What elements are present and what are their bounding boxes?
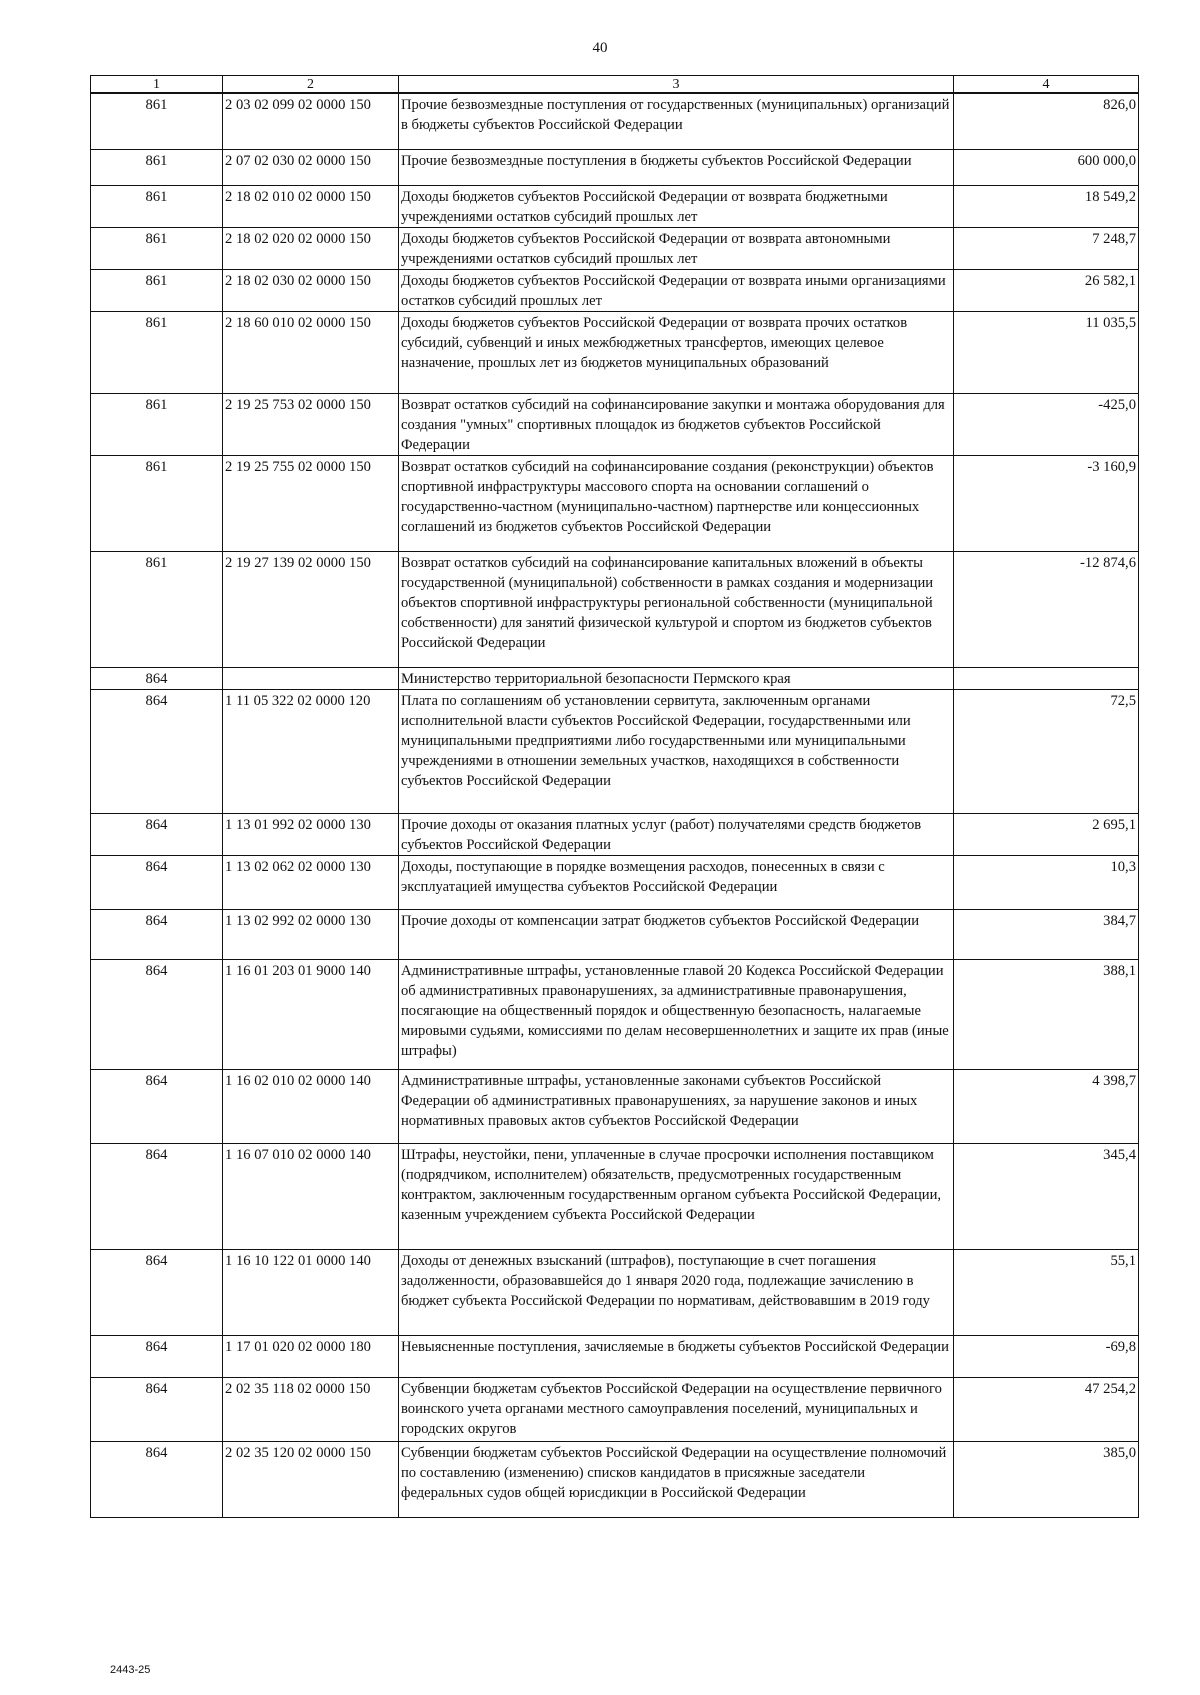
amount-cell: 55,1 [954,1249,1139,1335]
amount-cell: -12 874,6 [954,551,1139,667]
budget-code-cell: 2 18 02 010 02 0000 150 [223,185,399,227]
amount-cell: 345,4 [954,1143,1139,1249]
admin-code-cell: 864 [91,813,223,855]
amount-cell: -425,0 [954,393,1139,455]
amount-cell: 4 398,7 [954,1069,1139,1143]
revenue-name-cell: Доходы бюджетов субъектов Российской Федерации от возврата автономными учреждениями остатков субсидий прошлых лет [399,227,954,269]
admin-code-cell: 861 [91,455,223,551]
table-row [91,689,1139,813]
admin-code-cell: 864 [91,1441,223,1517]
admin-code-cell: 861 [91,551,223,667]
table-row [91,1377,1139,1441]
table-header-row [91,76,1139,94]
revenue-name-cell: Доходы, поступающие в порядке возмещения расходов, понесенных в связи с эксплуатацией имущества субъектов Российской Федерации [399,855,954,909]
admin-code-cell: 861 [91,393,223,455]
amount-cell: 600 000,0 [954,149,1139,185]
amount-cell: 2 695,1 [954,813,1139,855]
amount-cell [954,667,1139,689]
table-row [91,909,1139,959]
column-header-3: 3 [399,76,954,94]
revenue-name-cell: Доходы бюджетов субъектов Российской Федерации от возврата иными организациями остатков субсидий прошлых лет [399,269,954,311]
admin-code-cell: 864 [91,909,223,959]
admin-code-cell: 864 [91,1249,223,1335]
revenue-name-cell: Невыясненные поступления, зачисляемые в бюджеты субъектов Российской Федерации [399,1335,954,1377]
column-header-4: 4 [954,76,1139,94]
budget-code-cell: 2 18 02 030 02 0000 150 [223,269,399,311]
revenue-name-cell: Возврат остатков субсидий на софинансирование закупки и монтажа оборудования для создания "умных" спортивных площадок из бюджетов субъектов Российской Федерации [399,393,954,455]
budget-code-cell: 2 03 02 099 02 0000 150 [223,93,399,149]
revenue-name-cell: Штрафы, неустойки, пени, уплаченные в случае просрочки исполнения поставщиком (подрядчиком, исполнителем) обязательств, предусмотренных государственным контрактом, заключенным государственным органом субъекта Российской Федерации, казенным учреждением субъекта Российской Федерации [399,1143,954,1249]
admin-code-cell: 864 [91,959,223,1069]
revenue-name-cell: Прочие доходы от оказания платных услуг (работ) получателями средств бюджетов субъектов Российской Федерации [399,813,954,855]
table-row [91,1143,1139,1249]
revenue-name-cell: Доходы бюджетов субъектов Российской Федерации от возврата прочих остатков субсидий, субвенций и иных межбюджетных трансфертов, имеющих целевое назначение, прошлых лет из бюджетов муниципальных образований [399,311,954,393]
budget-revenue-table [90,75,1139,1518]
admin-code-cell: 864 [91,1143,223,1249]
amount-cell: 384,7 [954,909,1139,959]
table-row [91,185,1139,227]
table-row [91,813,1139,855]
revenue-name-cell: Субвенции бюджетам субъектов Российской Федерации на осуществление полномочий по составлению (изменению) списков кандидатов в присяжные заседатели федеральных судов общей юрисдикции в Российской Федерации [399,1441,954,1517]
admin-code-cell: 864 [91,1377,223,1441]
revenue-name-cell: Доходы бюджетов субъектов Российской Федерации от возврата бюджетными учреждениями остатков субсидий прошлых лет [399,185,954,227]
revenue-name-cell: Субвенции бюджетам субъектов Российской Федерации на осуществление первичного воинского учета органами местного самоуправления поселений, муниципальных и городских округов [399,1377,954,1441]
table-row [91,455,1139,551]
budget-code-cell: 1 13 02 062 02 0000 130 [223,855,399,909]
budget-code-cell: 2 19 25 755 02 0000 150 [223,455,399,551]
table-row [91,393,1139,455]
table-row [91,551,1139,667]
column-header-2: 2 [223,76,399,94]
table-row [91,1249,1139,1335]
amount-cell: 385,0 [954,1441,1139,1517]
amount-cell: 47 254,2 [954,1377,1139,1441]
admin-code-cell: 864 [91,1069,223,1143]
budget-code-cell: 1 16 07 010 02 0000 140 [223,1143,399,1249]
revenue-name-cell: Административные штрафы, установленные законами субъектов Российской Федерации об административных правонарушениях, за нарушение законов и иных нормативных правовых актов субъектов Российской Федерации [399,1069,954,1143]
amount-cell: -69,8 [954,1335,1139,1377]
budget-code-cell: 2 19 27 139 02 0000 150 [223,551,399,667]
table-row [91,1069,1139,1143]
revenue-name-cell: Прочие безвозмездные поступления от государственных (муниципальных) организаций в бюджеты субъектов Российской Федерации [399,93,954,149]
budget-code-cell [223,667,399,689]
table-row [91,1441,1139,1517]
table-row [91,149,1139,185]
table-row [91,93,1139,149]
admin-code-cell: 864 [91,689,223,813]
admin-code-cell: 864 [91,1335,223,1377]
amount-cell: 11 035,5 [954,311,1139,393]
budget-code-cell: 2 19 25 753 02 0000 150 [223,393,399,455]
document-code: 2443-25 [110,1664,151,1676]
admin-code-cell: 861 [91,269,223,311]
page-number: 40 [592,40,608,56]
admin-code-cell: 861 [91,185,223,227]
admin-code-cell: 861 [91,227,223,269]
amount-cell: 10,3 [954,855,1139,909]
budget-code-cell: 2 07 02 030 02 0000 150 [223,149,399,185]
revenue-name-cell: Возврат остатков субсидий на софинансирование создания (реконструкции) объектов спортивной инфраструктуры массового спорта на основании соглашений о государственно-частном (муниципально-частном) партнерстве или концессионных соглашений из бюджетов субъектов Российской Федерации [399,455,954,551]
budget-code-cell: 1 17 01 020 02 0000 180 [223,1335,399,1377]
revenue-name-cell: Административные штрафы, установленные главой 20 Кодекса Российской Федерации об административных правонарушениях, за административные правонарушения, посягающие на общественный порядок и общественную безопасность, налагаемые мировыми судьями, комиссиями по делам несовершеннолетних и защите их прав (иные штрафы) [399,959,954,1069]
table-row [91,1335,1139,1377]
budget-code-cell: 2 02 35 120 02 0000 150 [223,1441,399,1517]
admin-code-cell: 864 [91,855,223,909]
table-row [91,959,1139,1069]
admin-code-cell: 861 [91,93,223,149]
budget-code-cell: 1 11 05 322 02 0000 120 [223,689,399,813]
revenue-name-cell: Прочие безвозмездные поступления в бюджеты субъектов Российской Федерации [399,149,954,185]
amount-cell: 826,0 [954,93,1139,149]
table-row [91,269,1139,311]
amount-cell: 7 248,7 [954,227,1139,269]
budget-code-cell: 1 16 02 010 02 0000 140 [223,1069,399,1143]
budget-code-cell: 1 16 10 122 01 0000 140 [223,1249,399,1335]
revenue-name-cell: Прочие доходы от компенсации затрат бюджетов субъектов Российской Федерации [399,909,954,959]
amount-cell: 388,1 [954,959,1139,1069]
budget-code-cell: 2 18 02 020 02 0000 150 [223,227,399,269]
revenue-name-cell: Доходы от денежных взысканий (штрафов), поступающие в счет погашения задолженности, образовавшейся до 1 января 2020 года, подлежащие зачислению в бюджет субъекта Российской Федерации по нормативам, действовавшим в 2019 году [399,1249,954,1335]
amount-cell: 18 549,2 [954,185,1139,227]
budget-code-cell: 2 18 60 010 02 0000 150 [223,311,399,393]
admin-code-cell: 864 [91,667,223,689]
amount-cell: 26 582,1 [954,269,1139,311]
revenue-name-cell: Министерство территориальной безопасности Пермского края [399,667,954,689]
revenue-name-cell: Возврат остатков субсидий на софинансирование капитальных вложений в объекты государственной (муниципальной) собственности в рамках создания и модернизации объектов спортивной инфраструктуры региональной собственности (муниципальной собственности) для занятий физической культурой и спортом из бюджетов субъектов Российской Федерации [399,551,954,667]
table-row [91,855,1139,909]
admin-code-cell: 861 [91,311,223,393]
revenue-name-cell: Плата по соглашениям об установлении сервитута, заключенным органами исполнительной власти субъектов Российской Федерации, государственными или муниципальными предприятиями либо государственными или муниципальными учреждениями в отношении земельных участков, находящихся в собственности субъектов Российской Федерации [399,689,954,813]
budget-code-cell: 1 16 01 203 01 9000 140 [223,959,399,1069]
amount-cell: -3 160,9 [954,455,1139,551]
budget-code-cell: 1 13 01 992 02 0000 130 [223,813,399,855]
table-body [91,93,1139,1517]
budget-code-cell: 1 13 02 992 02 0000 130 [223,909,399,959]
table-row [91,311,1139,393]
amount-cell: 72,5 [954,689,1139,813]
admin-code-cell: 861 [91,149,223,185]
column-header-1: 1 [91,76,223,94]
table-row [91,227,1139,269]
budget-code-cell: 2 02 35 118 02 0000 150 [223,1377,399,1441]
table-row [91,667,1139,689]
